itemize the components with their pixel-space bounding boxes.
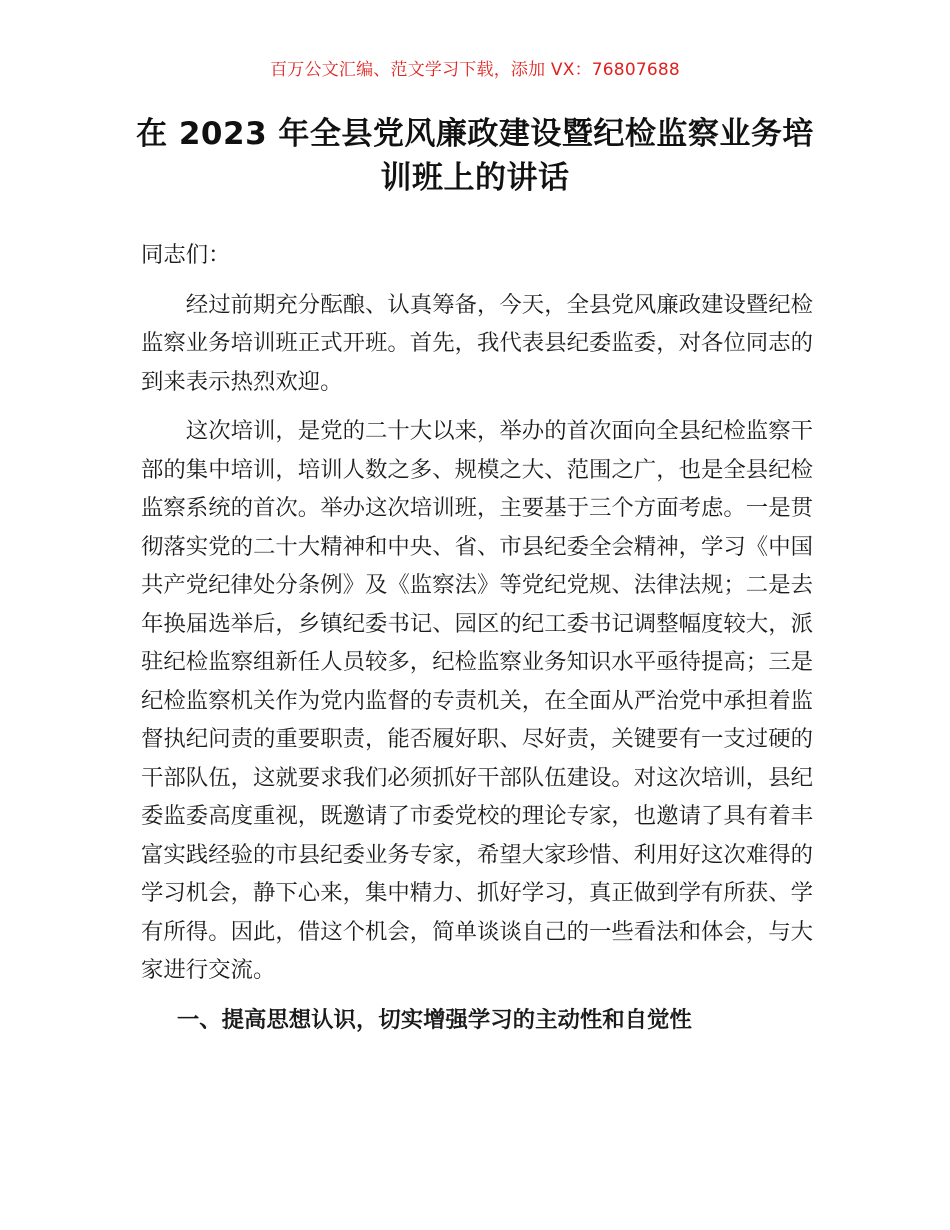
header-watermark: 百万公文汇编、范文学习下载，添加 VX：76807688 (270, 60, 680, 80)
paragraph-training-background: 这次培训，是党的二十大以来，举办的首次面向全县纪检监察干部的集中培训，培训人数之多、规模之大、范围之广，也是全县纪检监察系统的首次。举办这次培训班，主要基于三个方面考虑。一是贯彻落实党的二十大精神和中央、省、市县纪委全会精神，学习《中国共产党纪律处分条例》及《监察法》等党纪党规、法律法规；二是去年换届选举后，乡镇纪委书记、园区的纪工委书记调整幅度较大，派驻纪检监察组新任人员较多，纪检监察业务知识水平亟待提高；三是纪检监察机关作为党内监督的专责机关，在全面从严治党中承担着监督执纪问责的重要职责，能否履好职、尽好责，关键要有一支过硬的干部队伍，这就要求我们必须抓好干部队伍建设。对这次培训，县纪委监委高度重视，既邀请了市委党校的理论专家，也邀请了具有着丰富实践经验的市县纪委业务专家，希望大家珍惜、利用好这次难得的学习机会，静下心来，集中精力、抓好学习，真正做到学有所获、学有所得。因此，借这个机会，简单谈谈自己的一些看法和体会，与大家进行交流。 (141, 418, 813, 983)
document-body (141, 236, 813, 1050)
paragraph-intro: 经过前期充分酝酿、认真筹备，今天，全县党风廉政建设暨纪检监察业务培训班正式开班。首先，我代表县纪委监委，对各位同志的到来表示热烈欢迎。 (141, 291, 813, 395)
salutation: 同志们： (141, 242, 231, 268)
document-title: 在 2023 年全县党风廉政建设暨纪检监察业务培训班上的讲话 (136, 116, 814, 196)
section-heading: 一、提高思想认识，切实增强学习的主动性和自觉性 (176, 1006, 692, 1033)
